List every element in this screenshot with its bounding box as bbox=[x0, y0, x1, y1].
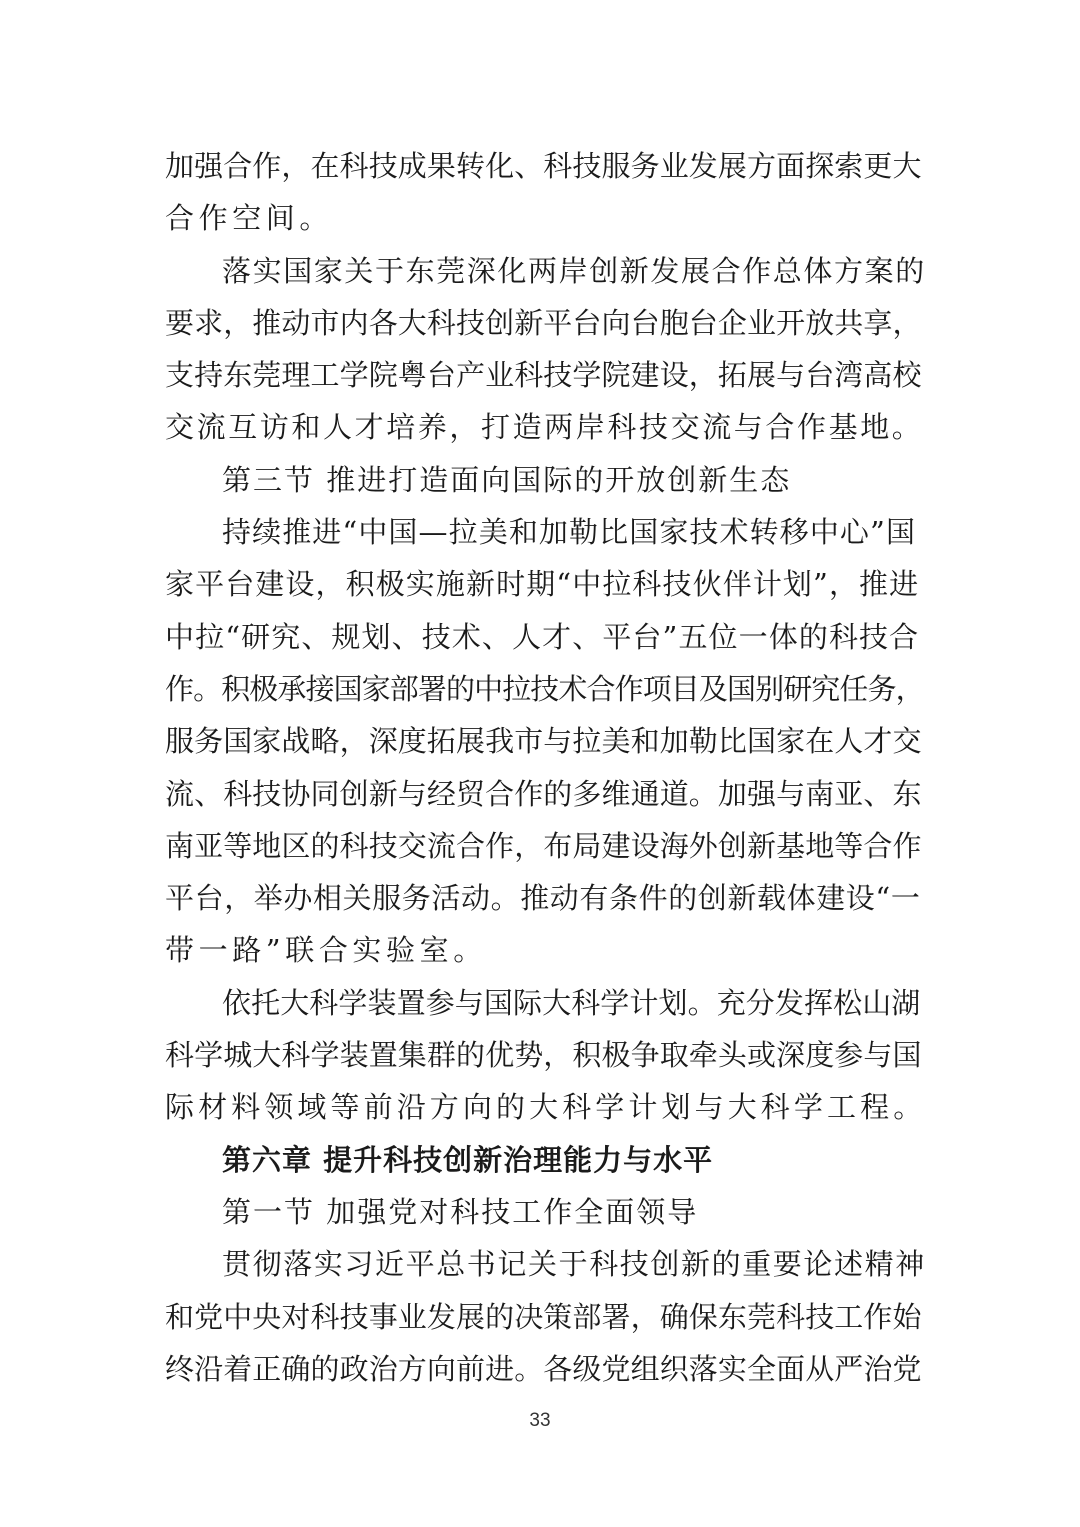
text-line: 带一路”联合实验室。 bbox=[165, 933, 487, 968]
paragraph-start: 持续推进“中国—拉美和加勒比国家技术转移中心”国 bbox=[222, 515, 917, 550]
paragraph-start: 落实国家关于东莞深化两岸创新发展合作总体方案的 bbox=[222, 253, 926, 288]
text-line: 南亚等地区的科技交流合作，布局建设海外创新基地等合作 bbox=[165, 828, 922, 863]
section-heading: 第三节 推进打造面向国际的开放创新生态 bbox=[222, 462, 792, 497]
text-line: 终沿着正确的政治方向前进。各级党组织落实全面从严治党 bbox=[165, 1351, 922, 1386]
text-line: 平台，举办相关服务活动。推动有条件的创新载体建设“一 bbox=[165, 881, 921, 916]
text-line: 科学城大科学装置集群的优势，积极争取牵头或深度参与国 bbox=[165, 1038, 922, 1073]
text-line: 要求，推动市内各大科技创新平台向台胞台企业开放共享， bbox=[165, 305, 922, 340]
text-line: 交流互访和人才培养，打造两岸科技交流与合作基地。 bbox=[165, 410, 924, 445]
text-line: 中拉“研究、规划、技术、人才、平台”五位一体的科技合 bbox=[165, 619, 920, 654]
text-line: 加强合作，在科技成果转化、科技服务业发展方面探索更大 bbox=[165, 149, 922, 183]
text-line: 合作空间。 bbox=[165, 201, 334, 236]
section-heading: 第一节 加强党对科技工作全面领导 bbox=[222, 1194, 699, 1229]
paragraph-start: 依托大科学装置参与国际大科学计划。充分发挥松山湖 bbox=[222, 985, 921, 1020]
text-line: 家平台建设，积极实施新时期“中拉科技伙伴计划”，推进 bbox=[165, 567, 920, 602]
body-text bbox=[165, 140, 925, 1395]
paragraph-start: 贯彻落实习近平总书记关于科技创新的重要论述精神 bbox=[222, 1247, 926, 1282]
text-line: 支持东莞理工学院粤台产业科技学院建设，拓展与台湾高校 bbox=[165, 358, 922, 393]
text-line: 和党中央对科技事业发展的决策部署，确保东莞科技工作始 bbox=[165, 1299, 922, 1334]
text-line: 流、科技协同创新与经贸合作的多维通道。加强与南亚、东 bbox=[165, 776, 922, 811]
text-line: 作。积极承接国家部署的中拉技术合作项目及国别研究任务， bbox=[165, 671, 924, 706]
chapter-heading: 第六章 提升科技创新治理能力与水平 bbox=[222, 1142, 714, 1177]
page-number: 33 bbox=[529, 1410, 551, 1431]
text-line: 服务国家战略，深度拓展我市与拉美和加勒比国家在人才交 bbox=[165, 724, 922, 759]
text-line: 际材料领域等前沿方向的大科学计划与大科学工程。 bbox=[165, 1090, 927, 1125]
